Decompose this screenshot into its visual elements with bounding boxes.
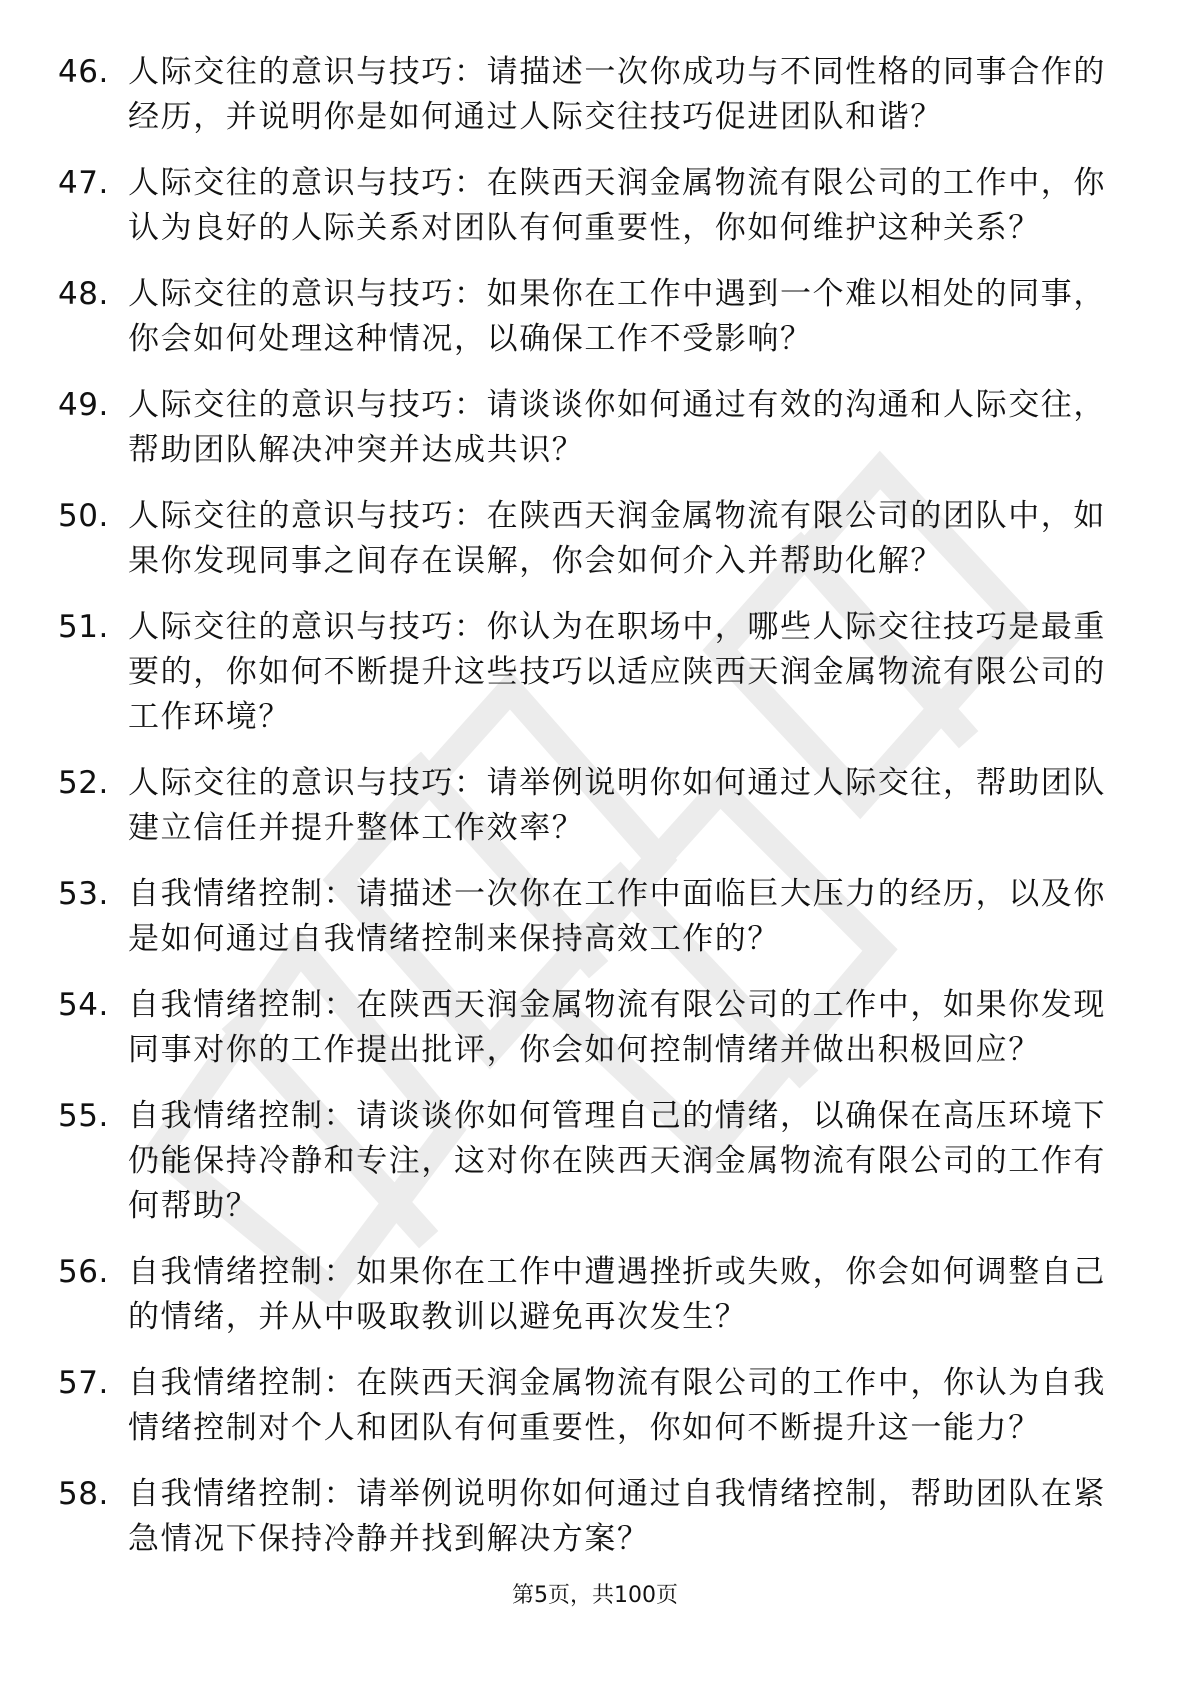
question-item	[58, 983, 1118, 1073]
question-text: 人际交往的意识与技巧：你认为在职场中，哪些人际交往技巧是最重要的，你如何不断提升这些技巧以适应陕西天润金属物流有限公司的工作环境？	[128, 609, 1106, 735]
question-number: 48.	[58, 276, 109, 312]
question-item	[58, 272, 1118, 362]
question-number: 58.	[58, 1476, 109, 1512]
question-item	[58, 161, 1118, 251]
question-item	[58, 383, 1118, 473]
question-text: 人际交往的意识与技巧：在陕西天润金属物流有限公司的工作中，你认为良好的人际关系对团队有何重要性，你如何维护这种关系？	[128, 165, 1106, 246]
question-item	[58, 605, 1118, 740]
question-number: 50.	[58, 498, 109, 534]
question-text: 人际交往的意识与技巧：请描述一次你成功与不同性格的同事合作的经历，并说明你是如何通过人际交往技巧促进团队和谐？	[128, 54, 1106, 135]
question-item	[58, 1094, 1118, 1229]
question-text: 自我情绪控制：请谈谈你如何管理自己的情绪，以确保在高压环境下仍能保持冷静和专注，这对你在陕西天润金属物流有限公司的工作有何帮助？	[128, 1098, 1106, 1224]
question-number: 57.	[58, 1365, 109, 1401]
question-item	[58, 50, 1118, 140]
question-text: 自我情绪控制：在陕西天润金属物流有限公司的工作中，你认为自我情绪控制对个人和团队有何重要性，你如何不断提升这一能力？	[128, 1365, 1106, 1446]
question-item	[58, 1250, 1118, 1340]
question-number: 52.	[58, 765, 109, 801]
question-text: 自我情绪控制：请描述一次你在工作中面临巨大压力的经历，以及你是如何通过自我情绪控制来保持高效工作的？	[128, 876, 1106, 957]
question-number: 46.	[58, 54, 109, 90]
question-text: 自我情绪控制：如果你在工作中遭遇挫折或失败，你会如何调整自己的情绪，并从中吸取教训以避免再次发生？	[128, 1254, 1106, 1335]
question-item	[58, 1361, 1118, 1451]
question-text: 自我情绪控制：请举例说明你如何通过自我情绪控制，帮助团队在紧急情况下保持冷静并找到解决方案？	[128, 1476, 1106, 1557]
question-text: 自我情绪控制：在陕西天润金属物流有限公司的工作中，如果你发现同事对你的工作提出批评，你会如何控制情绪并做出积极回应？	[128, 987, 1106, 1068]
question-item	[58, 494, 1118, 584]
question-number: 53.	[58, 876, 109, 912]
question-number: 51.	[58, 609, 109, 645]
question-number: 55.	[58, 1098, 109, 1134]
question-text: 人际交往的意识与技巧：请谈谈你如何通过有效的沟通和人际交往，帮助团队解决冲突并达成共识？	[128, 387, 1106, 468]
question-number: 54.	[58, 987, 109, 1023]
question-text: 人际交往的意识与技巧：请举例说明你如何通过人际交往，帮助团队建立信任并提升整体工作效率？	[128, 765, 1106, 846]
question-item	[58, 872, 1118, 962]
question-list	[58, 50, 1118, 1583]
question-number: 56.	[58, 1254, 109, 1290]
question-number: 47.	[58, 165, 109, 201]
question-text: 人际交往的意识与技巧：在陕西天润金属物流有限公司的团队中，如果你发现同事之间存在误解，你会如何介入并帮助化解？	[128, 498, 1106, 579]
question-item	[58, 1472, 1118, 1562]
question-number: 49.	[58, 387, 109, 423]
page-footer: 第5页，共100页	[512, 1583, 678, 1608]
question-text: 人际交往的意识与技巧：如果你在工作中遇到一个难以相处的同事，你会如何处理这种情况，以确保工作不受影响？	[128, 276, 1106, 357]
question-item	[58, 761, 1118, 851]
